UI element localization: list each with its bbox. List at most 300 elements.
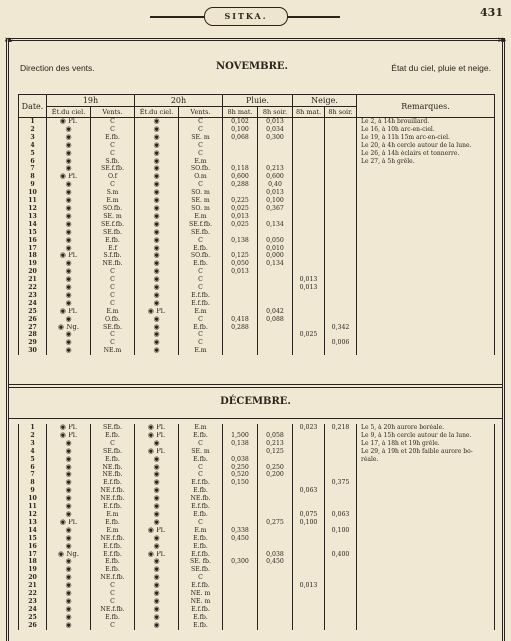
cell-remarque [357, 276, 495, 284]
cell-remarque [357, 331, 495, 339]
cell-pluie-soir: 0,125 [258, 448, 293, 456]
cell-vents-19: C [91, 292, 135, 300]
cell-neige-mat [293, 181, 325, 189]
cell-remarque: Le 27, à 5h grêle. [357, 158, 495, 166]
cell-vents-20: O.m [179, 173, 223, 181]
cell-remarque [357, 300, 495, 308]
cell-vents-20: E.m [179, 347, 223, 355]
cell-date: 9 [19, 487, 47, 495]
cell-neige-mat [293, 118, 325, 126]
cell-date: 11 [19, 197, 47, 205]
cell-etat-20: ◉ [135, 237, 179, 245]
cell-pluie-mat [223, 519, 258, 527]
cell-neige-soir [325, 142, 357, 150]
cell-pluie-mat: 0,520 [223, 471, 258, 479]
cell-neige-soir [325, 205, 357, 213]
cell-etat-20: ◉ [135, 189, 179, 197]
table-row [19, 181, 495, 189]
cell-pluie-soir [258, 150, 293, 158]
cell-etat-20: ◉ [135, 316, 179, 324]
cell-remarque: Le 19, à 11h 15m arc-en-ciel. [357, 134, 495, 142]
table-row [19, 606, 495, 614]
cell-neige-mat [293, 126, 325, 134]
cell-etat-19: ◉ [47, 292, 91, 300]
cell-neige-mat [293, 543, 325, 551]
section-heading-row [20, 63, 491, 77]
cell-pluie-soir: 0,088 [258, 316, 293, 324]
cell-pluie-soir [258, 284, 293, 292]
cell-etat-20: ◉ [135, 503, 179, 511]
cell-etat-20: ◉ [135, 519, 179, 527]
cell-neige-soir [325, 221, 357, 229]
cell-vents-20: C [179, 440, 223, 448]
cell-neige-soir [325, 308, 357, 316]
cell-pluie-soir [258, 495, 293, 503]
cell-neige-soir [325, 197, 357, 205]
cell-pluie-mat [223, 590, 258, 598]
cell-neige-soir [325, 229, 357, 237]
cell-pluie-soir: 0,134 [258, 221, 293, 229]
cell-pluie-soir: 0,034 [258, 126, 293, 134]
cell-vents-19: C [91, 276, 135, 284]
cell-etat-19: ◉ Pl. [47, 424, 91, 432]
cell-pluie-soir [258, 598, 293, 606]
cell-etat-19: ◉ [47, 622, 91, 630]
table-row [19, 527, 495, 535]
cell-pluie-mat: 1,500 [223, 432, 258, 440]
cell-neige-soir [325, 464, 357, 472]
cell-vents-20: E.f.fb. [179, 582, 223, 590]
cell-vents-19: C [91, 284, 135, 292]
cell-etat-19: ◉ [47, 181, 91, 189]
cell-pluie-soir: 0,450 [258, 558, 293, 566]
cell-neige-mat [293, 150, 325, 158]
cell-pluie-soir [258, 142, 293, 150]
cell-etat-20: ◉ [135, 495, 179, 503]
table-row [19, 308, 495, 316]
cell-etat-20: ◉ [135, 324, 179, 332]
cell-pluie-soir [258, 339, 293, 347]
cell-pluie-soir [258, 268, 293, 276]
cell-neige-mat [293, 440, 325, 448]
cell-pluie-soir [258, 424, 293, 432]
cell-vents-20: SE.fb. [179, 229, 223, 237]
cell-date: 20 [19, 268, 47, 276]
cell-vents-20: E.fb. [179, 535, 223, 543]
cell-etat-20: ◉ Pl. [135, 424, 179, 432]
cell-pluie-mat [223, 292, 258, 300]
col-vents-20: Vents. [179, 107, 223, 118]
cell-vents-20: E.fb. [179, 260, 223, 268]
table-row [19, 173, 495, 181]
cell-neige-mat [293, 448, 325, 456]
cell-vents-19: C [91, 339, 135, 347]
table-row [19, 495, 495, 503]
cell-remarque [357, 566, 495, 574]
table-row [19, 197, 495, 205]
cell-etat-20: ◉ [135, 464, 179, 472]
cell-date: 5 [19, 150, 47, 158]
cell-pluie-mat [223, 487, 258, 495]
table-row [19, 448, 495, 456]
cell-pluie-mat: 0,050 [223, 260, 258, 268]
cell-pluie-soir: 0,600 [258, 173, 293, 181]
corner-ornament-icon: ❧ [496, 33, 507, 47]
cell-etat-20: ◉ [135, 622, 179, 630]
cell-pluie-soir: 0,213 [258, 165, 293, 173]
cell-remarque [357, 213, 495, 221]
cell-pluie-soir [258, 158, 293, 166]
cell-vents-19: S.f.fb. [91, 252, 135, 260]
cell-vents-20: C [179, 142, 223, 150]
table-row [19, 237, 495, 245]
cell-pluie-soir: 0,213 [258, 440, 293, 448]
cell-neige-soir [325, 519, 357, 527]
cell-neige-mat [293, 142, 325, 150]
cell-vents-20: E.fb. [179, 622, 223, 630]
cell-vents-20: C [179, 331, 223, 339]
cell-neige-mat [293, 173, 325, 181]
cell-date: 22 [19, 590, 47, 598]
table-row [19, 150, 495, 158]
cell-neige-soir [325, 566, 357, 574]
cell-neige-mat [293, 606, 325, 614]
cell-pluie-soir [258, 566, 293, 574]
cell-vents-20: E.fb. [179, 245, 223, 253]
cell-remarque: Le 20, à 4h cercle autour de la lune. [357, 142, 495, 150]
cell-neige-mat [293, 158, 325, 166]
cell-pluie-mat [223, 551, 258, 559]
cell-pluie-soir [258, 527, 293, 535]
cell-neige-mat [293, 292, 325, 300]
cell-date: 27 [19, 324, 47, 332]
cell-etat-20: ◉ [135, 574, 179, 582]
cell-etat-19: ◉ [47, 566, 91, 574]
cell-neige-soir [325, 213, 357, 221]
cell-pluie-mat: 0,125 [223, 252, 258, 260]
cell-vents-20: C [179, 276, 223, 284]
cell-neige-mat [293, 213, 325, 221]
cell-etat-20: ◉ [135, 260, 179, 268]
cell-date: 19 [19, 566, 47, 574]
cell-remarque [357, 511, 495, 519]
cell-date: 9 [19, 181, 47, 189]
table-row [19, 614, 495, 622]
cell-vents-19: NE.fb. [91, 260, 135, 268]
cell-etat-19: ◉ [47, 142, 91, 150]
cell-date: 21 [19, 276, 47, 284]
cell-remarque [357, 551, 495, 559]
cell-pluie-mat [223, 150, 258, 158]
cell-etat-19: ◉ [47, 535, 91, 543]
cell-neige-soir [325, 331, 357, 339]
cell-neige-soir [325, 284, 357, 292]
cell-vents-20: SO.fb. [179, 252, 223, 260]
col-neige-soir: 8h soir. [325, 107, 357, 118]
cell-pluie-soir [258, 347, 293, 355]
cell-vents-19: E.fb. [91, 614, 135, 622]
cell-vents-20: C [179, 574, 223, 582]
cell-pluie-mat [223, 339, 258, 347]
cell-vents-20: C [179, 464, 223, 472]
cell-date: 24 [19, 606, 47, 614]
november-table [18, 94, 495, 355]
cell-neige-soir [325, 150, 357, 158]
cell-etat-19: ◉ [47, 237, 91, 245]
cell-pluie-soir: 0,40 [258, 181, 293, 189]
cell-pluie-soir: 0,038 [258, 551, 293, 559]
cell-date: 12 [19, 205, 47, 213]
cell-vents-19: NE.f.fb. [91, 535, 135, 543]
cell-remarque: Le 16, à 10h arc-en-ciel. [357, 126, 495, 134]
december-table [18, 424, 495, 630]
cell-pluie-soir: 0,100 [258, 197, 293, 205]
cell-vents-19: E.fb. [91, 566, 135, 574]
cell-remarque: Le 2, à 14h brouillard. [357, 118, 495, 126]
cell-remarque [357, 487, 495, 495]
cell-date: 29 [19, 339, 47, 347]
cell-etat-19: ◉ [47, 189, 91, 197]
cell-pluie-mat [223, 543, 258, 551]
cell-etat-20: ◉ Pl. [135, 527, 179, 535]
cell-etat-20: ◉ [135, 276, 179, 284]
cell-vents-19: E.fb. [91, 456, 135, 464]
cell-neige-mat [293, 614, 325, 622]
table-row [19, 574, 495, 582]
cell-etat-19: ◉ [47, 268, 91, 276]
title-ornament [150, 4, 340, 30]
cell-date: 13 [19, 213, 47, 221]
cell-etat-19: ◉ [47, 260, 91, 268]
cell-neige-soir: 0,218 [325, 424, 357, 432]
cell-pluie-mat [223, 229, 258, 237]
cell-etat-19: ◉ [47, 300, 91, 308]
cell-vents-20: E.f.fb. [179, 300, 223, 308]
table-row [19, 479, 495, 487]
cell-pluie-soir: 0,200 [258, 471, 293, 479]
month-title-december: DÉCEMBRE. [220, 396, 291, 407]
cell-date: 12 [19, 511, 47, 519]
cell-neige-soir [325, 448, 357, 456]
table-row [19, 189, 495, 197]
cell-neige-mat [293, 535, 325, 543]
cell-vents-19: E.m [91, 197, 135, 205]
page-number: 431 [480, 6, 503, 19]
cell-remarque [357, 519, 495, 527]
cell-date: 5 [19, 456, 47, 464]
cell-etat-20: ◉ [135, 598, 179, 606]
cell-remarque [357, 574, 495, 582]
cell-etat-20: ◉ [135, 229, 179, 237]
cell-neige-soir [325, 456, 357, 464]
cell-etat-20: ◉ [135, 347, 179, 355]
cell-etat-20: ◉ [135, 606, 179, 614]
cell-date: 14 [19, 221, 47, 229]
cell-pluie-mat [223, 622, 258, 630]
table-row [19, 316, 495, 324]
cell-etat-20: ◉ [135, 590, 179, 598]
cell-pluie-soir [258, 543, 293, 551]
cell-etat-20: ◉ [135, 150, 179, 158]
cell-neige-soir [325, 118, 357, 126]
col-vents-19: Vents. [91, 107, 135, 118]
cell-vents-20: SO.fb. [179, 165, 223, 173]
cell-neige-mat [293, 479, 325, 487]
cell-pluie-soir: 0,058 [258, 432, 293, 440]
cell-date: 17 [19, 551, 47, 559]
cell-etat-19: ◉ Pl. [47, 118, 91, 126]
cell-neige-mat [293, 503, 325, 511]
table-row [19, 622, 495, 630]
cell-date: 16 [19, 543, 47, 551]
cell-vents-20: E.m [179, 527, 223, 535]
cell-etat-19: ◉ Pl. [47, 173, 91, 181]
cell-vents-20: SE. m [179, 448, 223, 456]
cell-etat-19: ◉ [47, 276, 91, 284]
cell-neige-mat: 0,013 [293, 284, 325, 292]
cell-neige-mat [293, 134, 325, 142]
cell-remarque [357, 237, 495, 245]
cell-remarque [357, 268, 495, 276]
cell-pluie-soir [258, 292, 293, 300]
cell-pluie-soir [258, 622, 293, 630]
cell-neige-mat [293, 324, 325, 332]
cell-etat-20: ◉ [135, 205, 179, 213]
cell-pluie-mat [223, 574, 258, 582]
table-row [19, 252, 495, 260]
cell-neige-soir: 0,375 [325, 479, 357, 487]
cell-vents-20: E.fb. [179, 487, 223, 495]
cell-neige-soir: 0,400 [325, 551, 357, 559]
cell-pluie-soir [258, 324, 293, 332]
cell-etat-20: ◉ [135, 213, 179, 221]
cell-etat-20: ◉ [135, 292, 179, 300]
cell-neige-soir [325, 558, 357, 566]
cell-neige-soir [325, 487, 357, 495]
cell-pluie-soir: 0,013 [258, 118, 293, 126]
cell-etat-19: ◉ [47, 487, 91, 495]
cell-neige-mat [293, 464, 325, 472]
col-19h: 19h [47, 95, 135, 107]
cell-neige-soir [325, 268, 357, 276]
cell-pluie-mat: 0,100 [223, 126, 258, 134]
cell-neige-soir: 0,006 [325, 339, 357, 347]
cell-neige-soir [325, 237, 357, 245]
cell-etat-20: ◉ [135, 511, 179, 519]
cell-pluie-mat: 0,013 [223, 213, 258, 221]
cell-neige-soir [325, 165, 357, 173]
cell-neige-soir [325, 606, 357, 614]
cell-vents-19: C [91, 622, 135, 630]
cell-date: 23 [19, 292, 47, 300]
cell-vents-19: E.fb. [91, 134, 135, 142]
cell-vents-20: NE. m [179, 598, 223, 606]
cell-pluie-soir [258, 535, 293, 543]
cell-neige-mat [293, 347, 325, 355]
cell-pluie-mat: 0,150 [223, 479, 258, 487]
cell-pluie-mat [223, 189, 258, 197]
cell-etat-19: ◉ [47, 598, 91, 606]
cell-neige-mat: 0,100 [293, 519, 325, 527]
cell-date: 26 [19, 316, 47, 324]
cell-etat-20: ◉ [135, 440, 179, 448]
cell-remarque [357, 495, 495, 503]
cell-pluie-soir [258, 582, 293, 590]
cell-pluie-mat: 0,300 [223, 558, 258, 566]
cell-vents-19: SE.f.fb. [91, 221, 135, 229]
cell-neige-mat [293, 456, 325, 464]
cell-vents-20: E.fb. [179, 432, 223, 440]
cell-neige-mat [293, 205, 325, 213]
cell-pluie-mat [223, 347, 258, 355]
cell-pluie-mat: 0,418 [223, 316, 258, 324]
cell-pluie-soir: 0,134 [258, 260, 293, 268]
cell-remarque: Le 5, à 20h aurore boréale. [357, 424, 495, 432]
cell-vents-20: SE. m [179, 197, 223, 205]
cell-remarque [357, 308, 495, 316]
cell-remarque [357, 284, 495, 292]
cell-etat-19: ◉ [47, 134, 91, 142]
cell-vents-20: E.fb. [179, 324, 223, 332]
cell-neige-soir [325, 316, 357, 324]
cell-neige-mat [293, 268, 325, 276]
cell-pluie-soir [258, 456, 293, 464]
cell-etat-20: ◉ [135, 134, 179, 142]
table-row [19, 331, 495, 339]
cell-date: 25 [19, 614, 47, 622]
table-row [19, 543, 495, 551]
cell-vents-19: NE.fb. [91, 471, 135, 479]
col-neige: Neige. [293, 95, 357, 107]
cell-etat-20: ◉ Pl. [135, 308, 179, 316]
cell-pluie-soir [258, 331, 293, 339]
cell-neige-mat [293, 245, 325, 253]
cell-pluie-mat: 0,138 [223, 237, 258, 245]
cell-date: 4 [19, 142, 47, 150]
cell-vents-19: E.f.fb. [91, 551, 135, 559]
cell-pluie-mat: 0,013 [223, 268, 258, 276]
cell-remarque [357, 245, 495, 253]
cell-etat-19: ◉ [47, 495, 91, 503]
wind-direction-heading: Direction des vents. [20, 63, 95, 73]
cell-etat-20: ◉ [135, 456, 179, 464]
cell-vents-19: S.m [91, 189, 135, 197]
table-row [19, 464, 495, 472]
cell-vents-19: SE. m [91, 213, 135, 221]
cell-vents-19: E.f.fb. [91, 543, 135, 551]
cell-neige-mat [293, 237, 325, 245]
cell-date: 1 [19, 118, 47, 126]
cell-remarque [357, 471, 495, 479]
table-row [19, 205, 495, 213]
cell-date: 3 [19, 440, 47, 448]
cell-neige-mat [293, 574, 325, 582]
cell-vents-19: O.f [91, 173, 135, 181]
cell-vents-19: C [91, 582, 135, 590]
cell-neige-mat: 0,075 [293, 511, 325, 519]
cell-date: 4 [19, 448, 47, 456]
cell-vents-19: NE.m [91, 347, 135, 355]
cell-vents-19: E.m [91, 511, 135, 519]
cell-neige-soir [325, 440, 357, 448]
cell-etat-19: ◉ [47, 614, 91, 622]
cell-pluie-mat: 0,450 [223, 535, 258, 543]
cell-pluie-mat [223, 276, 258, 284]
cell-neige-soir [325, 252, 357, 260]
cell-remarque [357, 479, 495, 487]
cell-date: 20 [19, 574, 47, 582]
cell-neige-soir [325, 292, 357, 300]
